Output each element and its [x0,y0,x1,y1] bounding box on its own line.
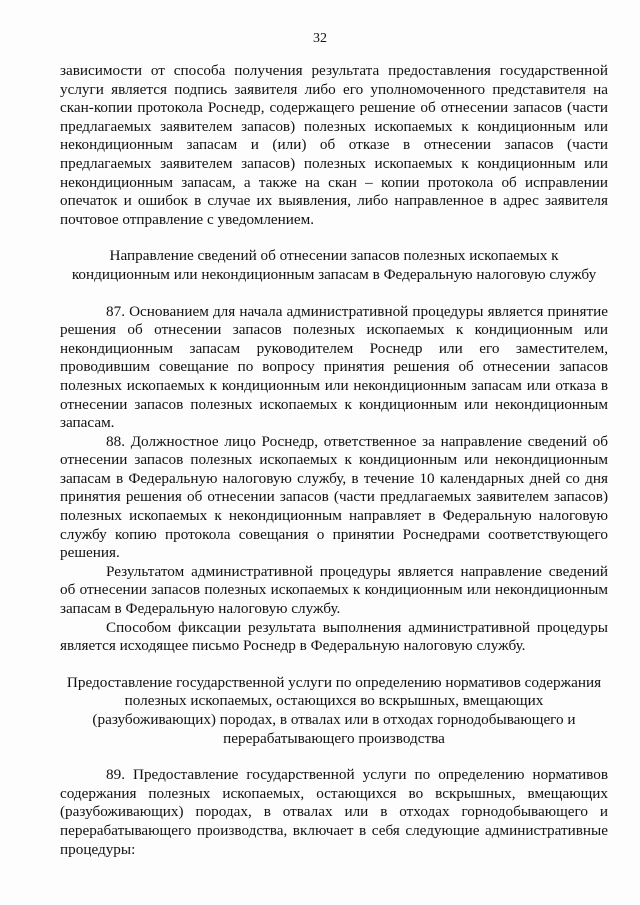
paragraph-88: 88. Должностное лицо Роснедр, ответственное за направление сведений об отнесении запасов полезных ископаемых к кондиционным или некондиционным запасам в Федеральную налоговую службу, в течение 10 календарных дней со дня принятия решения об отнесении запасов (части предлагаемых заявителем запасов) полезных ископаемых к некондиционным направляет в Федеральную налоговую службу копию протокола совещания о принятии Роснедрами соответствующего решения. [60,432,608,562]
section-heading-norms: Предоставление государственной услуги по определению нормативов содержания полезных ископаемых, остающихся во вскрышных, вмещающих (разубоживающих) породах, в отвалах или в отходах горнодобывающего и перерабатывающего производства [66,673,602,747]
page-number: 32 [313,31,327,46]
paragraph-result: Результатом административной процедуры является направление сведений об отнесении запасов полезных ископаемых к кондиционным или некондиционным запасам в Федеральную налоговую службу. [60,562,608,618]
paragraph-89: 89. Предоставление государственной услуги по определению нормативов содержания полезных ископаемых, остающихся во вскрышных, вмещающих (разубоживающих) породах, в отвалах или в отходах горнодобывающего и перерабатывающего производства, включает в себя следующие административные процедуры: [60,766,608,858]
paragraph-fixation: Способом фиксации результата выполнения административной процедуры является исходящее письмо Роснедр в Федеральную налоговую службу. [60,618,608,655]
section-heading-fns: Направление сведений об отнесении запасов полезных ископаемых к кондиционным или некондиционным запасам в Федеральную налоговую службу [71,247,597,283]
paragraph-continuation: зависимости от способа получения результата предоставления государственной услуги является подпись заявителя либо его уполномоченного представителя на скан-копии протокола Роснедр, содержащего решение об отнесении запасов (части предлагаемых заявителем запасов) полезных ископаемых к кондиционным или некондиционным запасам и (или) об отказе в отнесении запасов (части предлагаемых заявителем запасов) полезных ископаемых к кондиционным или некондиционным запасам, а также на скан – копии протокола об исправлении опечаток и ошибок в случае их выявления, либо направленное в адрес заявителя почтовое отправление с уведомлением. [60,62,608,228]
document-body [60,62,608,859]
paragraph-87: 87. Основанием для начала административной процедуры является принятие решения об отнесении запасов полезных ископаемых к кондиционным или некондиционным запасам руководителем Роснедр или его заместителем, проводившим совещание по вопросу принятия решения об отнесении запасов полезных ископаемых к кондиционным или некондиционным запасам или отказа в отнесении запасов полезных ископаемых к кондиционным или некондиционным запасам. [60,302,608,432]
